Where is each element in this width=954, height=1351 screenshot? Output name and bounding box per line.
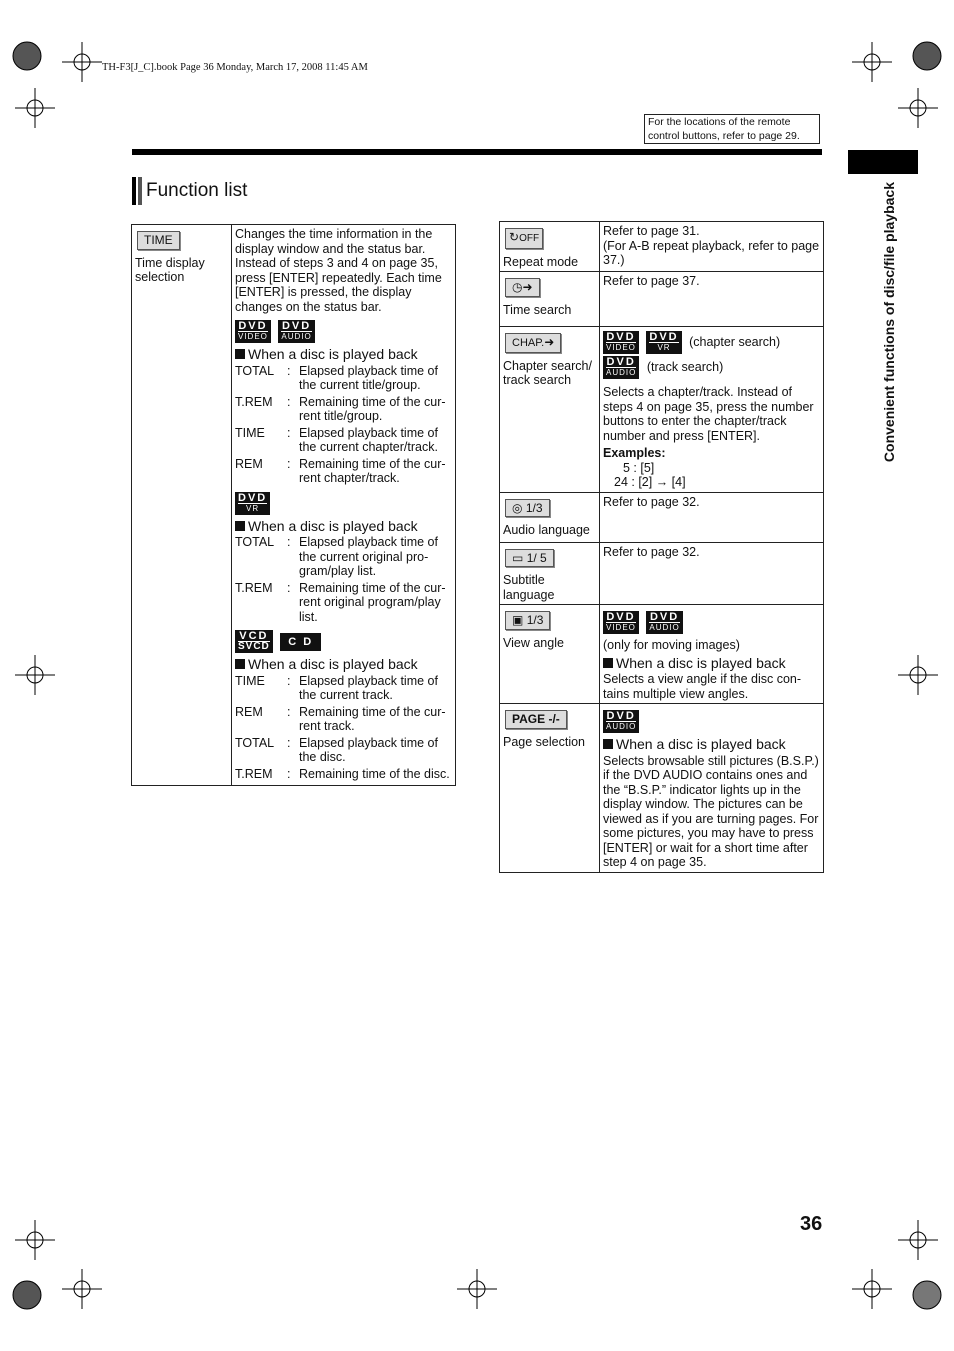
- dvd-vr-logo: DVD VR: [646, 331, 681, 354]
- disc-logos: [235, 320, 452, 343]
- subheading: When a disc is played back: [235, 519, 452, 534]
- arrow-right-icon: ➜: [544, 335, 555, 349]
- chapter-button[interactable]: CHAP.➜: [505, 333, 561, 353]
- cd-logo: C D: [280, 633, 321, 651]
- table-row: ▭ 1/ 5 Subtitle language Refer to page 32.: [500, 542, 824, 605]
- time-button[interactable]: TIME: [137, 231, 180, 250]
- definition-row: TIME : Elapsed playback time of the current chapter/track.: [235, 425, 438, 454]
- table-row: ▣ 1/3 View angle DVD VIDEO DVD AUDIO (only for moving images) When a disc is played back Selects a view angle if the disc con-tains multiple view angles.: [500, 605, 824, 704]
- clock-arrow-icon: ◷➜: [512, 280, 533, 294]
- section-bar: [132, 177, 142, 205]
- table-row: ◷➜ Time search Refer to page 37.: [500, 272, 824, 327]
- dvd-video-logo: DVD VIDEO: [603, 611, 639, 634]
- row-label: Chapter search/ track search: [503, 358, 592, 387]
- repeat-icon: ↻: [509, 230, 520, 244]
- row-label: Page selection: [503, 734, 586, 749]
- time-intro: Changes the time information in the display window and the status bar. Instead of steps 3 and 4 on page 35, press [ENTER] repeatedly. Each time [ENTER] is pressed, the display changes on the status bar.: [235, 227, 442, 314]
- row-label: Subtitle language: [503, 573, 555, 602]
- definition-list: [235, 535, 452, 624]
- disc-logos: [235, 492, 452, 515]
- definition-row: REM : Remaining time of the cur-rent track.: [235, 704, 446, 733]
- page-button[interactable]: PAGE -/-: [505, 710, 567, 729]
- definition-row: TOTAL : Elapsed playback time of the current title/group.: [235, 363, 438, 392]
- disc-logos: [235, 630, 452, 653]
- dvd-audio-logo: DVD AUDIO: [603, 356, 639, 379]
- row-label: Repeat mode: [503, 254, 579, 269]
- definition-row: TOTAL : Elapsed playback time of the current original pro-gram/play list.: [235, 535, 438, 578]
- dvd-audio-logo: DVD AUDIO: [278, 320, 314, 343]
- subheading: When a disc is played back: [235, 657, 452, 672]
- table-row: PAGE -/- Page selection DVD AUDIO When a disc is played back Selects browsable still pictures (B.S.P.) if the DVD AUDIO contains ones and the “B.S.P.” indicator lights up in the display window. The pictures can be viewed as if you are turning pages. For some pictures, you may have to press [ENTER] or wait for a short time after step 4 on page 35.: [500, 704, 824, 873]
- definition-row: T.REM : Remaining time of the cur-rent original program/play list.: [235, 580, 446, 624]
- audio-icon: ◎: [512, 500, 523, 515]
- row-label: View angle: [503, 635, 564, 650]
- subtitle-icon: ▭: [512, 550, 524, 565]
- dvd-vr-logo: DVD VR: [235, 492, 270, 515]
- time-search-button[interactable]: [505, 278, 540, 297]
- side-title: Convenient functions of disc/file playback: [881, 182, 897, 463]
- table-row: ◎ 1/3 Audio language Refer to page 32.: [500, 492, 824, 542]
- camera-icon: ▣: [512, 613, 524, 627]
- row-label: Audio language: [503, 523, 590, 537]
- subheading: When a disc is played back: [235, 347, 452, 362]
- left-function-table: [131, 224, 456, 786]
- chapter-tab: [848, 150, 918, 174]
- definition-row: TOTAL : Elapsed playback time of the disc.: [235, 735, 438, 764]
- dvd-audio-logo: DVD AUDIO: [603, 710, 639, 733]
- angle-button[interactable]: ▣ 1/3: [505, 611, 550, 630]
- section-title: Function list: [146, 180, 248, 201]
- definition-list: [235, 674, 452, 782]
- remote-note: For the locations of the remote control buttons, refer to page 29.: [644, 114, 820, 144]
- definition-list: [235, 364, 452, 486]
- repeat-button[interactable]: ↻OFF: [505, 228, 543, 249]
- dvd-video-logo: DVD VIDEO: [603, 331, 639, 354]
- audio-button[interactable]: ◎ 1/3: [505, 499, 550, 518]
- table-row: CHAP.➜ Chapter search/ track search DVD VIDEO DVD VR (chapter search) DVD AUDIO (track search) Selects a chapter/track. Instead of steps 4 on page 35, press the number buttons to enter the chapter/track number and press [ENTER]. Examples: 5 : [5] 24 : [2] → [4]: [500, 327, 824, 493]
- definition-row: T.REM : Remaining time of the cur-rent title/group.: [235, 394, 446, 423]
- subtitle-button[interactable]: ▭ 1/ 5: [505, 549, 554, 568]
- table-row: ↻OFF Repeat mode Refer to page 31. (For A-B repeat playback, refer to page 37.): [500, 222, 824, 272]
- dvd-video-logo: DVD VIDEO: [235, 320, 271, 343]
- table-row: [132, 225, 456, 786]
- row-label: Time display selection: [135, 255, 205, 284]
- definition-row: T.REM : Remaining time of the disc.: [235, 766, 450, 781]
- page-number: 36: [800, 1213, 823, 1235]
- vcd-svcd-logo: VCD SVCD: [235, 630, 273, 653]
- header-rule: [132, 149, 822, 155]
- file-header: TH-F3[J_C].book Page 36 Monday, March 17, 2008 11:45 AM: [102, 62, 368, 73]
- definition-row: REM : Remaining time of the cur-rent chapter/track.: [235, 456, 446, 485]
- definition-row: TIME : Elapsed playback time of the current track.: [235, 673, 438, 702]
- dvd-audio-logo: DVD AUDIO: [646, 611, 682, 634]
- row-label: Time search: [503, 302, 572, 317]
- right-function-table: [499, 221, 824, 873]
